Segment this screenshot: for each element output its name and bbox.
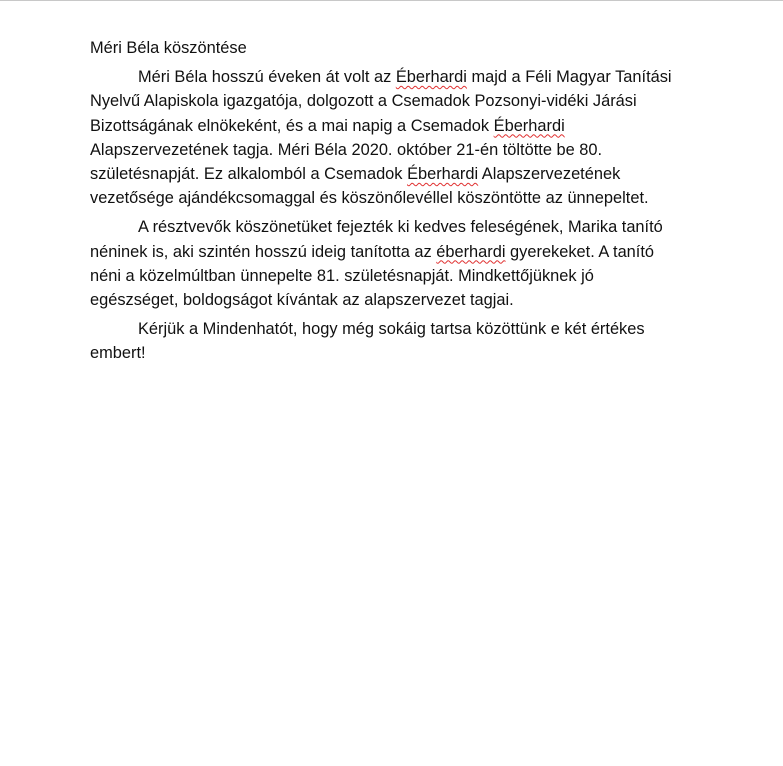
text-line <box>90 65 730 89</box>
text-run: néninek is, aki szintén hosszú ideig tanította az <box>90 242 437 261</box>
paragraph <box>90 215 730 312</box>
text-line <box>90 215 730 239</box>
text-run: Nyelvű Alapiskola igazgatója, dolgozott a Csemadok Pozsonyi-vidéki Járási <box>90 92 637 111</box>
text-line <box>90 264 730 288</box>
misspelled-word: Éberhardi <box>407 165 479 184</box>
text-run: vezetősége ajándékcsomaggal és köszönőlevéllel köszöntötte az ünnepeltet. <box>90 189 649 208</box>
text-line <box>90 317 730 341</box>
text-line <box>90 138 730 162</box>
text-line <box>90 341 730 365</box>
document-title: Méri Béla köszöntése <box>90 39 247 57</box>
text-run: gyerekeket. A tanító <box>505 242 655 261</box>
misspelled-word: éberhardi <box>436 242 506 261</box>
text-run: Alapszervezetének <box>478 165 621 184</box>
paragraph <box>90 317 730 365</box>
text-line <box>90 240 730 264</box>
text-line <box>90 162 730 186</box>
text-run: Kérjük a Mindenhatót, hogy még sokáig tartsa közöttünk e két értékes <box>138 320 645 339</box>
text-line <box>90 89 730 113</box>
text-run: néni a közelmúltban ünnepelte 81. születésnapját. Mindkettőjüknek jó <box>90 266 594 285</box>
misspelled-word: Éberhardi <box>493 116 565 135</box>
paragraph-list <box>90 65 730 365</box>
paragraph <box>90 65 730 210</box>
text-run: születésnapját. Ez alkalomból a Csemadok <box>90 165 408 184</box>
text-run: Méri Béla hosszú éveken át volt az <box>138 68 396 87</box>
text-run: majd a Féli Magyar Tanítási <box>466 68 672 87</box>
document-body <box>90 36 730 371</box>
text-run: embert! <box>90 344 146 363</box>
misspelled-word: Éberhardi <box>395 68 467 87</box>
text-run: A résztvevők köszönetüket fejezték ki kedves feleségének, Marika tanító <box>138 218 663 237</box>
text-line <box>90 288 730 312</box>
text-run: egészséget, boldogságot kívántak az alapszervezet tagjai. <box>90 291 514 310</box>
text-line <box>90 114 730 138</box>
text-run: Alapszervezetének tagja. Méri Béla 2020. október 21-én töltötte be 80. <box>90 140 603 159</box>
text-line <box>90 186 730 210</box>
text-run: Bizottságának elnökeként, és a mai napig a Csemadok <box>90 116 494 135</box>
